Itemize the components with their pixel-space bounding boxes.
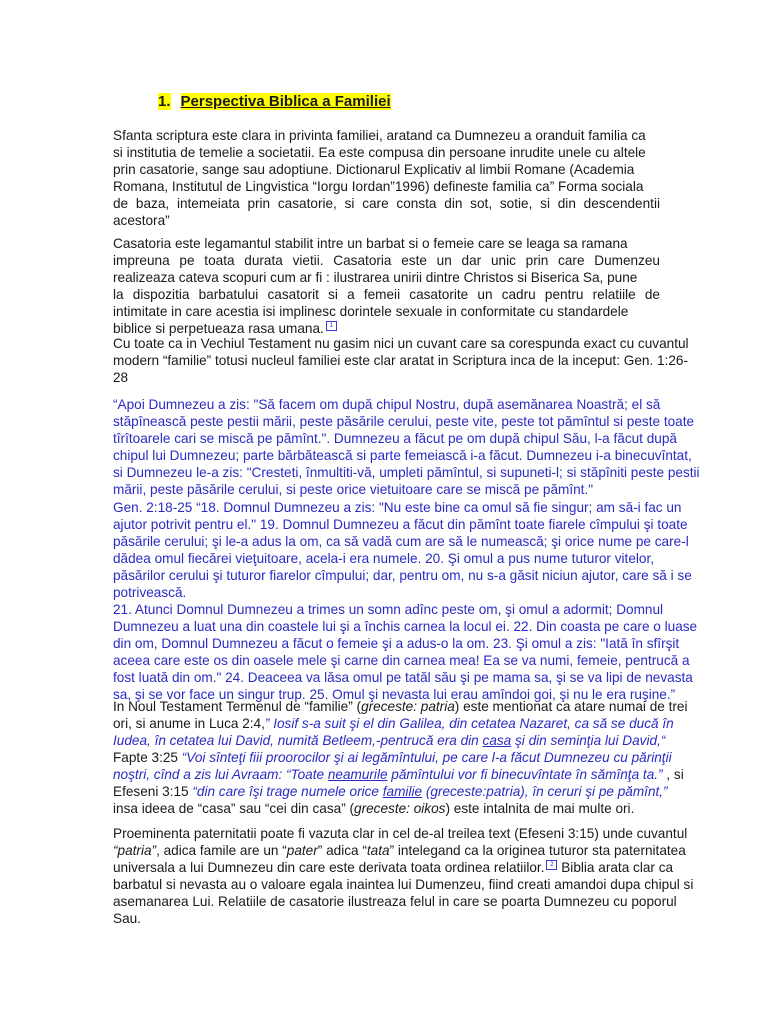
verse-text: “din care îşi trage numele orice — [192, 784, 383, 799]
footnote-ref-icon[interactable]: 2 — [546, 860, 557, 870]
text-line: Cu toate ca in Vechiul Testament nu gasim nici un cuvant care sa corespunda exact cu cuvantul — [113, 336, 689, 351]
text-span: Efeseni 3:15 — [113, 784, 193, 799]
text-line — [113, 698, 688, 715]
quote-line: chipul lui Dumnezeu; parte bărbătească si parte femeiască i-a făcut. Dumnezeu i-a binecuvîntat, — [113, 448, 692, 463]
verse-text: ” Iosif s-a suit şi el din Galilea, din cetatea Nazaret, ca să se ducă în — [264, 716, 674, 731]
text-line — [113, 842, 686, 859]
verse-link[interactable]: neamurile — [327, 767, 388, 782]
text-line: Proeminenta paternitatii poate fi vazuta clar in cel de-al treilea text (Efeseni 3:15) unde cuvantul — [113, 826, 688, 841]
verse-text: în ceruri şi pe pămînt,” — [528, 784, 668, 799]
quote-line: aceea care este os din oasele mele şi carne din carnea mea! Ea se va numi, femeie, pentrucă a — [113, 653, 690, 668]
paragraph-marriage — [113, 235, 660, 337]
quote-line: mării, peste păsările cerului, si peste orice vietuitoare care se miscă pe pămînt." — [113, 482, 594, 497]
quote-line: stăpînească peste pestii mării, peste păsările cerului, peste vite, peste tot pămîntul si peste toate — [113, 414, 695, 429]
paragraph-family-definition — [113, 127, 660, 229]
text-line — [113, 715, 674, 732]
quote-line: fost luată din om." 24. Deaceea va lăsa omul pe tatăl său şi pe mama sa, şi se va lipi de nevasta — [113, 670, 693, 685]
quote-genesis-2 — [113, 499, 698, 703]
text-line — [113, 749, 672, 766]
text-line: Romana, Institutul de Lingvistica “Iorgu Iordan”1996) defineste familia ca” Forma sociala — [113, 179, 644, 194]
quote-line: Dumnezeu a luat una din coastele lui şi a închis carnea la locul ei. 22. Din coasta pe care o luase — [113, 619, 698, 634]
text-line: de baza, intemeiata prin casatorie, si care consta din sot, sotie, si din descendentii — [113, 196, 660, 211]
quote-line: 21. Atunci Domnul Dumnezeu a trimes un somn adînc peste om, şi omul a adormit; Domnul — [113, 602, 664, 617]
text-span: ” intelegand ca la originea tuturor sta paternitatea — [389, 843, 686, 858]
paragraph-old-testament — [113, 335, 689, 386]
text-line: Casatoria este legamantul stabilit intre un barbat si o femeie care se leaga sa ramana — [113, 236, 628, 251]
quote-genesis-1 — [113, 396, 700, 498]
footnote-ref-icon[interactable]: 1 — [326, 321, 337, 331]
quote-line: tîrîtoarele cari se miscă pe pămînt.". Dumnezeu a făcut pe om după chipul Său, l-a făcut după — [113, 431, 677, 446]
text-span: universala a lui Dumnezeu din care este derivata toata ordinea relatiilor. — [113, 860, 545, 875]
quote-line: din om, Domnul Dumnezeu a făcut o femeie şi a adus-o la om. 23. Şi omul a zis: "Iată în sfîrşit — [113, 636, 680, 651]
quote-line: dădea omul fiecărei vieţuitoare, acela-i era numele. 20. Şi omul a pus nume tuturor vitelor, — [113, 551, 655, 566]
verse-text: noştri, cînd a zis lui Avraam: “Toate — [113, 767, 328, 782]
quote-line: “Apoi Dumnezeu a zis: "Să facem om după chipul Nostru, după asemănarea Noastră; el să — [113, 397, 661, 412]
text-span: ) este intalnita de mai multe ori. — [445, 801, 635, 816]
text-line — [113, 766, 684, 783]
text-line: 28 — [113, 370, 129, 385]
quote-line: păsările cerului; şi le-a adus la om, ca să vadă cum are să le numească; şi orice nume pe care-l — [113, 534, 689, 549]
text-span: In Noul Testament Termenul de “familie” ( — [113, 699, 362, 714]
quote-line: si Dumnezeu le-a zis: "Cresteti, înmultiti-vă, umpleti pămîntul, si supuneti-l; si stăpîniti peste pestii — [113, 465, 700, 480]
text-span: , adica famile are un “ — [156, 843, 287, 858]
text-span: ” adica “ — [317, 843, 367, 858]
text-line — [113, 732, 666, 749]
section-heading — [158, 93, 391, 111]
quote-line: sa, şi se vor face un singur trup. 25. Omul şi nevasta lui erau amîndoi goi, şi nu le era ruşine.” — [113, 687, 676, 702]
text-line: Sfanta scriptura este clara in privinta familiei, aratand ca Dumnezeu a oranduit familia ca — [113, 128, 646, 143]
text-line: la dispozitia barbatului casatorit si a femeii casatorite un cadru pentru relatiile de — [113, 287, 660, 302]
quote-line: ajutor potrivit pentru el." 19. Domnul Dumnezeu a făcut din pămînt toate fiarele cîmpului şi toate — [113, 517, 688, 532]
text-line: acestora” — [113, 213, 170, 228]
heading-number: 1. — [158, 93, 171, 110]
text-line — [113, 859, 674, 876]
text-line: asemanarea Lui. Relatiile de casatorie ilustreaza felul in care se poarta Dumnezeu cu poporul — [113, 894, 677, 909]
paragraph-new-testament — [113, 698, 688, 817]
text-line: intimitate in care acestia isi implinesc dorintele sexuale in conformitate cu standardele — [113, 304, 629, 319]
text-line: prin casatorie, sange sau adoptiune. Dictionarul Explicativ al limbii Romane (Academia — [113, 162, 635, 177]
text-span: biblice si perpetueaza rasa umana. — [113, 321, 324, 336]
quote-line: păsărilor cerului şi tuturor fiarelor cîmpului; dar, pentru om, nu s-a găsit niciun ajutor, care să i se — [113, 568, 692, 583]
text-line: Sau. — [113, 911, 141, 926]
text-span: ori, si anume in Luca 2:4, — [113, 716, 265, 731]
text-span: , si — [662, 767, 684, 782]
verse-text: “Voi sînteţi fiii proorocilor şi ai legămîntului, pe care l-a făcut Dumnezeu cu părinţii — [181, 750, 672, 765]
text-span: tata — [366, 843, 390, 858]
verse-link[interactable]: familie — [382, 784, 423, 799]
text-span: ) este mentionat ca atare numai de trei — [454, 699, 688, 714]
text-span: “patria” — [113, 843, 157, 858]
verse-text: (greceste:patria), — [422, 784, 529, 799]
text-line: modern “familie” totusi nucleul familiei este clar aratat in Scriptura inca de la inceput: Gen. 1:26- — [113, 353, 688, 368]
verse-link[interactable]: casa — [482, 733, 512, 748]
text-span: Biblia arata clar ca — [557, 860, 674, 875]
text-line — [113, 783, 668, 800]
verse-text: pămîntului vor fi binecuvîntate în sămînţa ta.” — [387, 767, 663, 782]
quote-line: Gen. 2:18-25 “18. Domnul Dumnezeu a zis: "Nu este bine ca omul să fie singur; am să-i fac un — [113, 500, 682, 515]
text-line: impreuna pe toata durata vietii. Casatoria este un dar unic prin care Dumenzeu — [113, 253, 660, 268]
greek-term: greceste: patria — [361, 699, 455, 714]
verse-text: Iudea, în cetatea lui David, numită Betleem,-pentrucă era din — [113, 733, 483, 748]
text-span: insa ideea de “casa” sau “cei din casa” ( — [113, 801, 355, 816]
greek-term: greceste: oikos — [354, 801, 446, 816]
text-line: barbatul si nevasta au o valoare egala inaintea lui Dumenzeu, fiind creati amandoi dupa chipul si — [113, 877, 694, 892]
heading-title: Perspectiva Biblica a Familiei — [180, 93, 391, 110]
text-line — [113, 800, 660, 817]
text-line: realizeaza cateva scopuri cum ar fi : ilustrarea unirii dintre Christos si Biserica Sa, pune — [113, 270, 638, 285]
paragraph-paternity — [113, 825, 694, 927]
verse-text: şi din seminţia lui David,“ — [511, 733, 666, 748]
quote-line: potrivească. — [113, 585, 187, 600]
text-line: si institutia de temelie a societatii. Ea este compusa din persoane inrudite unele cu altele — [113, 145, 646, 160]
text-span: pater — [286, 843, 318, 858]
text-span: Fapte 3:25 — [113, 750, 182, 765]
